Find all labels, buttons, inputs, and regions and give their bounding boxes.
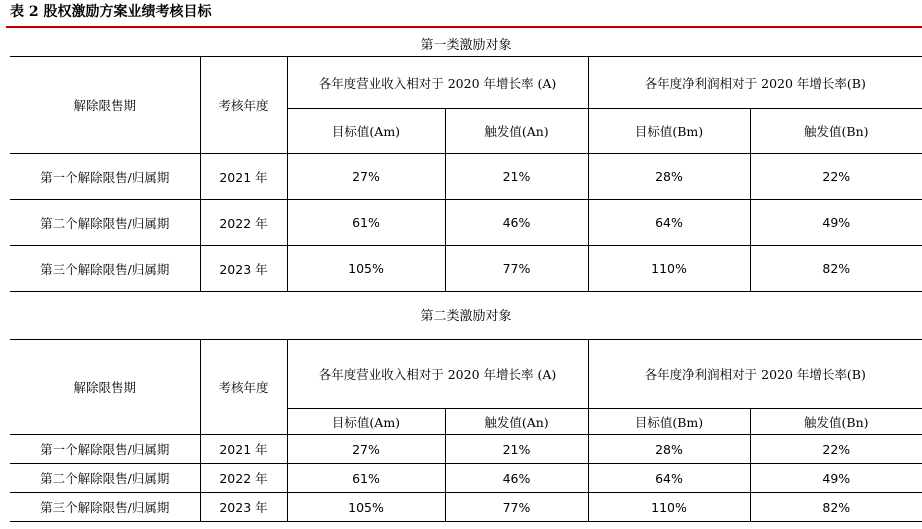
cell-year: 2023 年 (200, 493, 287, 522)
header-trigger-bn: 触发值(Bn) (750, 409, 922, 435)
cell-year: 2021 年 (200, 154, 287, 200)
header-profit-growth: 各年度净利润相对于 2020 年增长率(B) (588, 340, 922, 409)
cell-bm: 28% (588, 154, 750, 200)
header-period: 解除限售期 (10, 57, 200, 154)
cell-bm: 28% (588, 435, 750, 464)
section-label-first-class: 第一类激励对象 (420, 38, 512, 53)
header-revenue-growth: 各年度营业收入相对于 2020 年增长率 (A) (287, 57, 588, 109)
cell-bm: 110% (588, 493, 750, 522)
header-trigger-an: 触发值(An) (445, 109, 588, 154)
header-trigger-an: 触发值(An) (445, 409, 588, 435)
performance-table-first-class (10, 56, 922, 292)
table-row (10, 464, 922, 493)
table-row (10, 200, 922, 246)
header-year: 考核年度 (200, 57, 287, 154)
cell-bm: 64% (588, 200, 750, 246)
cell-bn: 22% (750, 154, 922, 200)
cell-period: 第三个解除限售/归属期 (10, 493, 200, 522)
table-title: 表 2 股权激励方案业绩考核目标 (10, 4, 212, 20)
header-trigger-bn: 触发值(Bn) (750, 109, 922, 154)
section-label-second-class: 第二类激励对象 (420, 309, 512, 324)
cell-an: 77% (445, 246, 588, 292)
table-row (10, 154, 922, 200)
cell-am: 27% (287, 154, 445, 200)
header-row (10, 340, 922, 409)
cell-period: 第一个解除限售/归属期 (10, 435, 200, 464)
cell-bn: 22% (750, 435, 922, 464)
cell-year: 2023 年 (200, 246, 287, 292)
cell-an: 46% (445, 200, 588, 246)
table-row (10, 246, 922, 292)
cell-an: 21% (445, 435, 588, 464)
cell-period: 第二个解除限售/归属期 (10, 200, 200, 246)
cell-am: 105% (287, 493, 445, 522)
cell-am: 27% (287, 435, 445, 464)
cell-period: 第二个解除限售/归属期 (10, 464, 200, 493)
header-row (10, 57, 922, 109)
cell-bn: 82% (750, 493, 922, 522)
header-target-bm: 目标值(Bm) (588, 109, 750, 154)
performance-table-second-class (10, 339, 922, 522)
cell-bm: 64% (588, 464, 750, 493)
cell-period: 第一个解除限售/归属期 (10, 154, 200, 200)
cell-an: 77% (445, 493, 588, 522)
cell-am: 61% (287, 200, 445, 246)
header-period: 解除限售期 (10, 340, 200, 435)
cell-am: 105% (287, 246, 445, 292)
header-target-am: 目标值(Am) (287, 109, 445, 154)
cell-bn: 49% (750, 200, 922, 246)
cell-year: 2022 年 (200, 464, 287, 493)
cell-year: 2022 年 (200, 200, 287, 246)
header-revenue-growth: 各年度营业收入相对于 2020 年增长率 (A) (287, 340, 588, 409)
title-divider (6, 26, 922, 28)
header-target-am: 目标值(Am) (287, 409, 445, 435)
cell-bm: 110% (588, 246, 750, 292)
cell-am: 61% (287, 464, 445, 493)
cell-year: 2021 年 (200, 435, 287, 464)
header-target-bm: 目标值(Bm) (588, 409, 750, 435)
table-row (10, 493, 922, 522)
header-year: 考核年度 (200, 340, 287, 435)
cell-an: 46% (445, 464, 588, 493)
cell-bn: 49% (750, 464, 922, 493)
table-row (10, 435, 922, 464)
header-profit-growth: 各年度净利润相对于 2020 年增长率(B) (588, 57, 922, 109)
cell-an: 21% (445, 154, 588, 200)
cell-bn: 82% (750, 246, 922, 292)
cell-period: 第三个解除限售/归属期 (10, 246, 200, 292)
